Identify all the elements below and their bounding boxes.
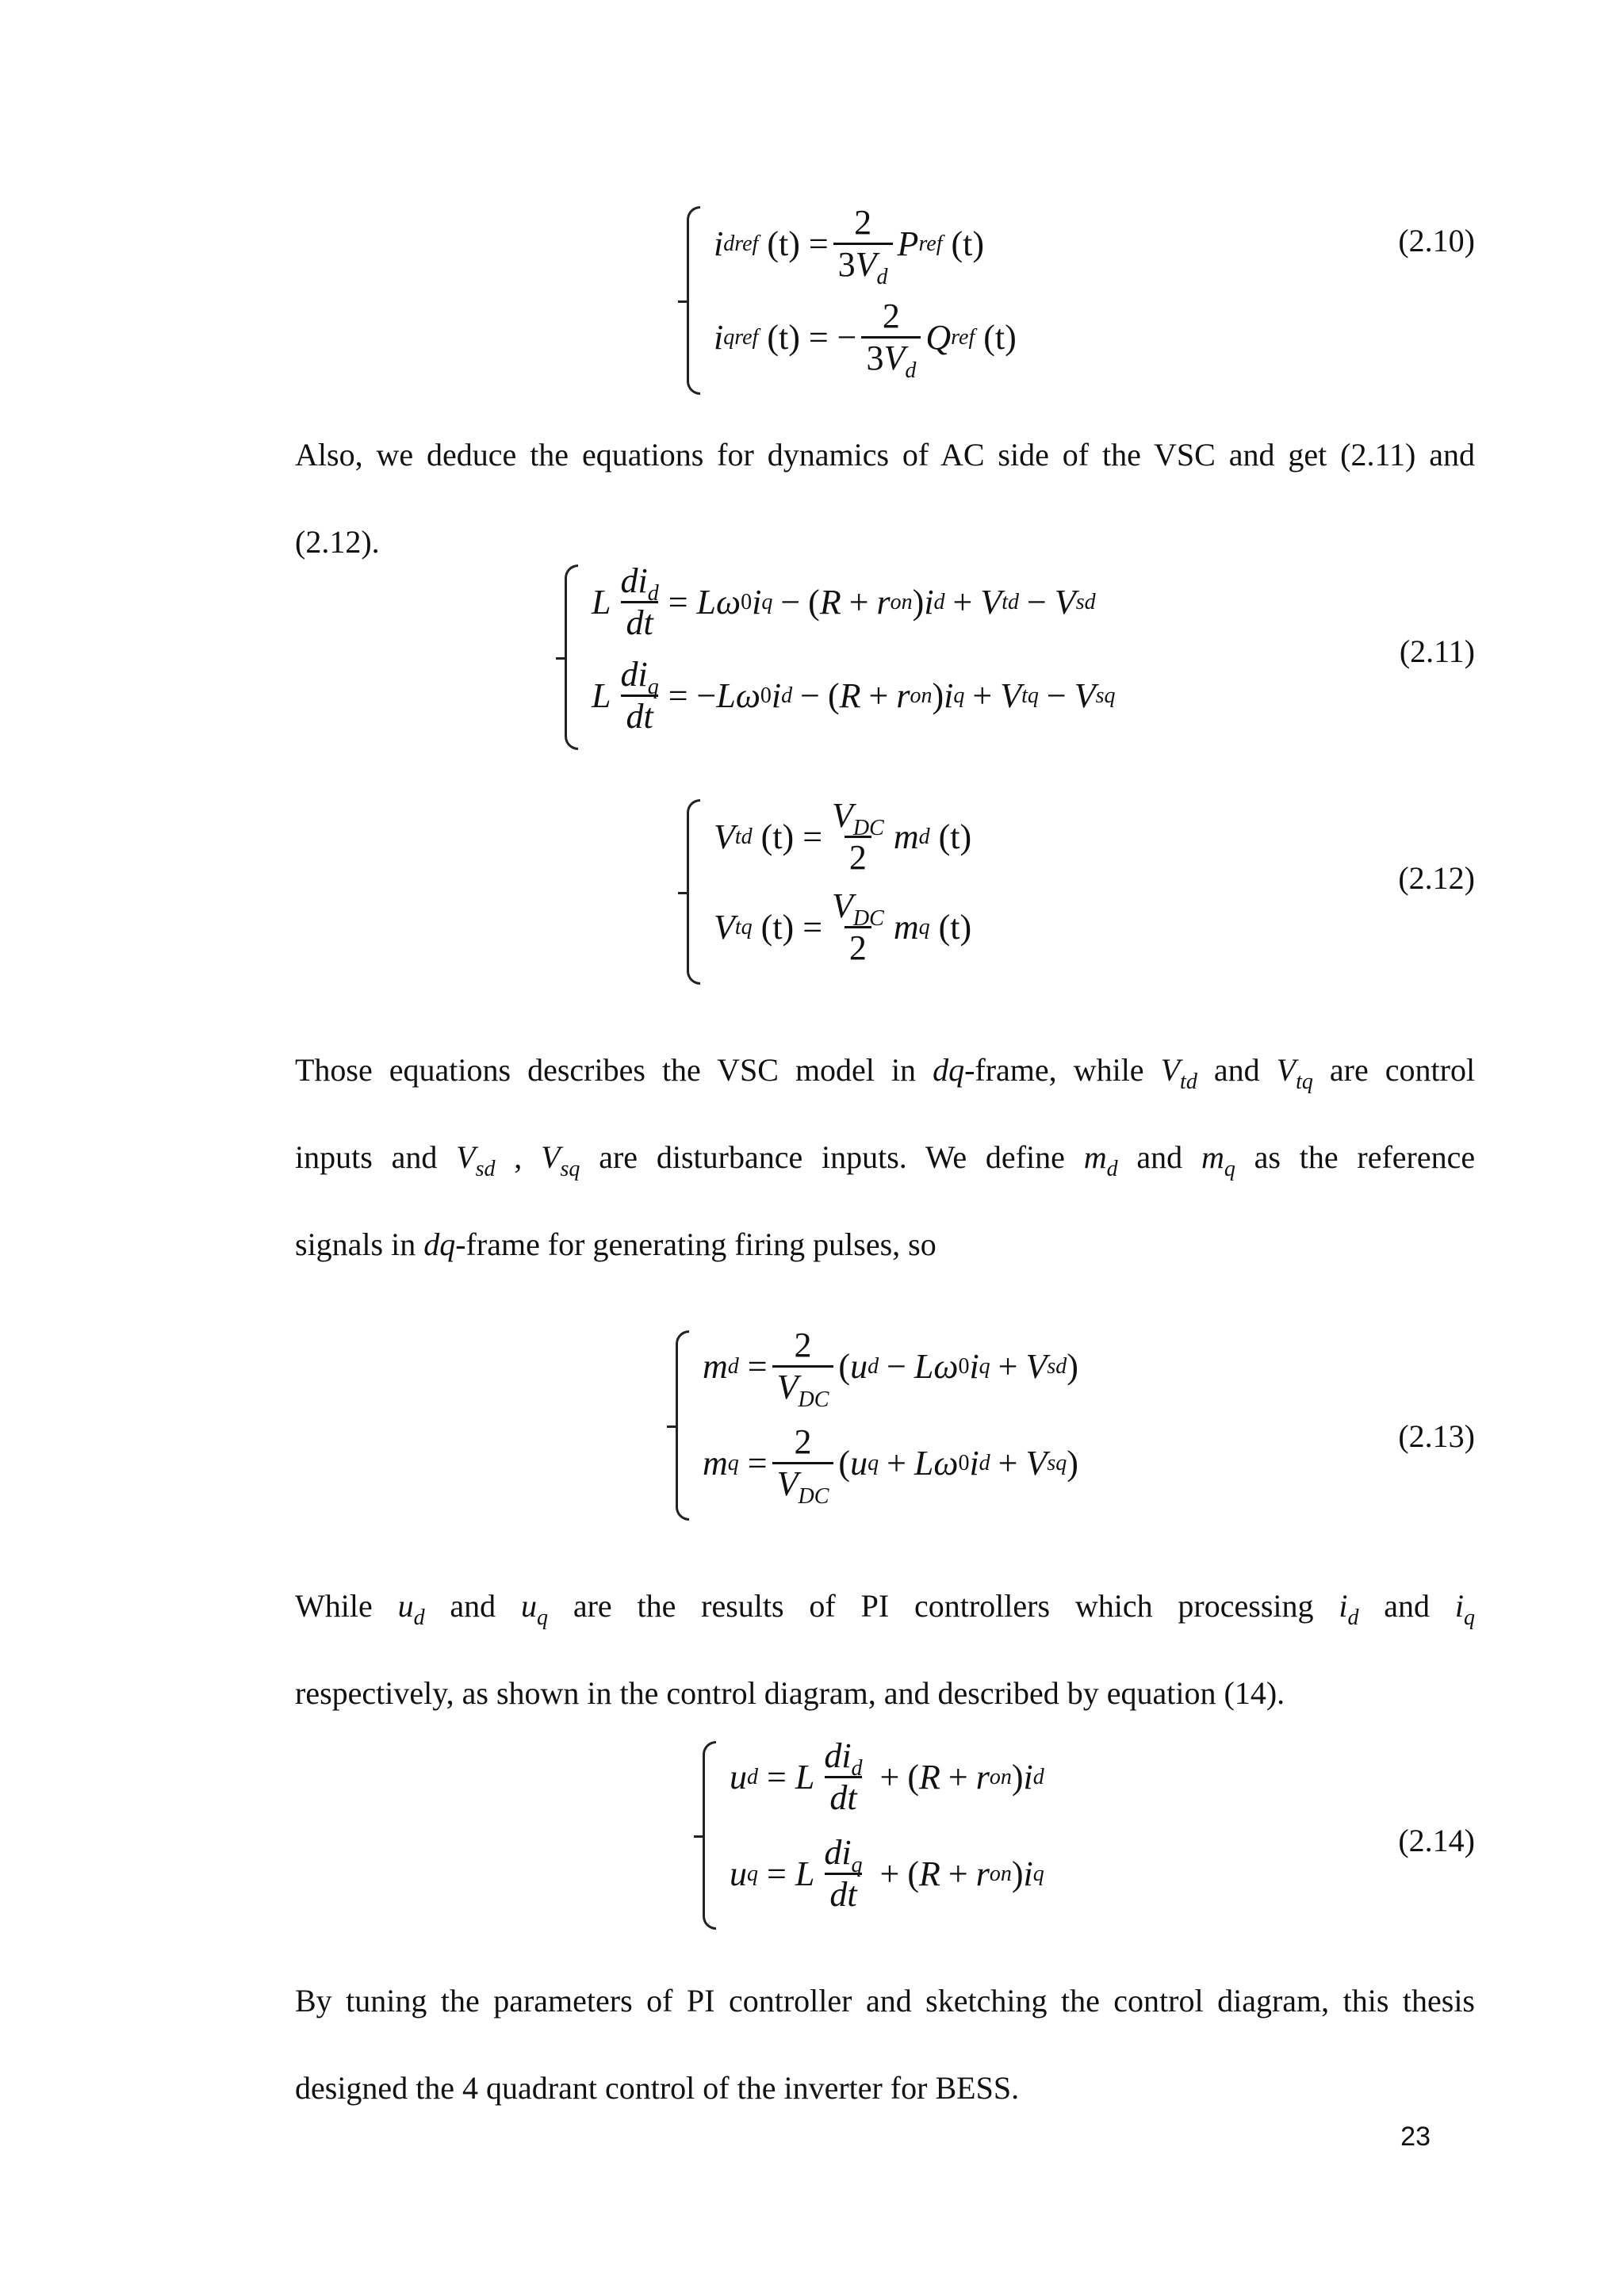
equation-row: L $\frac{di_d}{dt}$ = Lω 0 i q − ( R + r on ) i d + V td − V sd [592,561,1096,642]
left-brace [687,799,700,985]
equation-row: m d = $\frac{2}{V_{DC}}$ ( u d − Lω 0 i q + V sd ) [703,1326,1078,1412]
equation-number: (2.14) [1398,1823,1475,1858]
equation-2-11 [565,561,1358,752]
equation-2-14 [703,1736,1099,1934]
left-brace [565,564,578,750]
paragraph-line: respectively, as shown in the control diagram, and described by equation (14). [295,1675,1285,1711]
equation-row: u q = L $\frac{di_q}{dt}$ + ( R + r on ) i q [730,1833,1044,1914]
paragraph-line: designed the 4 quadrant control of the inverter for BESS. [295,2070,1020,2106]
left-brace [687,206,700,395]
paragraph-line: While $u_d$ and $u_q$ are the results of PI controllers which processing $i_d$ and $i_q$ [295,1588,1475,1630]
equation-row: V td (t) = $\frac{V_{DC}}{2}$ m d (t) [714,796,972,877]
left-brace [676,1330,689,1521]
equation-number: (2.13) [1398,1418,1475,1454]
equation-row: m q = $\frac{2}{V_{DC}}$ ( u q + Lω 0 i d + V sq ) [703,1422,1078,1509]
paragraph-line: By tuning the parameters of PI controller and sketching the control diagram, this thesis [295,1983,1475,2019]
equation-2-12 [687,796,1083,986]
page-number: 23 [1400,2122,1431,2152]
equation-number: (2.10) [1398,223,1475,258]
left-brace [703,1741,716,1930]
equation-row: u d = L $\frac{di_d}{dt}$ + ( R + r on ) i d [730,1736,1044,1817]
equation-row: V tq (t) = $\frac{V_{DC}}{2}$ m q (t) [714,886,972,967]
equation-row: i qref (t) = − $\frac{2}{3V_d}$ Q ref (t) [714,297,1017,383]
equation-row: i dref (t) = $\frac{2}{3V_d}$ P ref (t) [714,203,985,289]
paragraph-line: Those equations describes the VSC model in dq-frame, while $V_{td}$ and $V_{tq}$ are control [295,1052,1476,1094]
equation-2-13 [676,1326,1231,1524]
paragraph-line: inputs and $V_{sd}$ , $V_{sq}$ are disturbance inputs. We define $m_d$ and $m_q$ as the reference [295,1139,1476,1181]
paragraph-line: Also, we deduce the equations for dynamics of AC side of the VSC and get (2.11) and [295,437,1475,473]
equation-2-10 [687,203,1242,393]
paragraph-line: (2.12). [295,524,380,560]
equation-row: L $\frac{di_q}{dt}$ = − Lω 0 i d − ( R + r on ) i q + V tq − V sq [592,655,1116,736]
equation-number: (2.11) [1399,633,1475,669]
equation-number: (2.12) [1398,860,1475,896]
paragraph-line: signals in dq-frame for generating firing pulses, so [295,1226,936,1262]
